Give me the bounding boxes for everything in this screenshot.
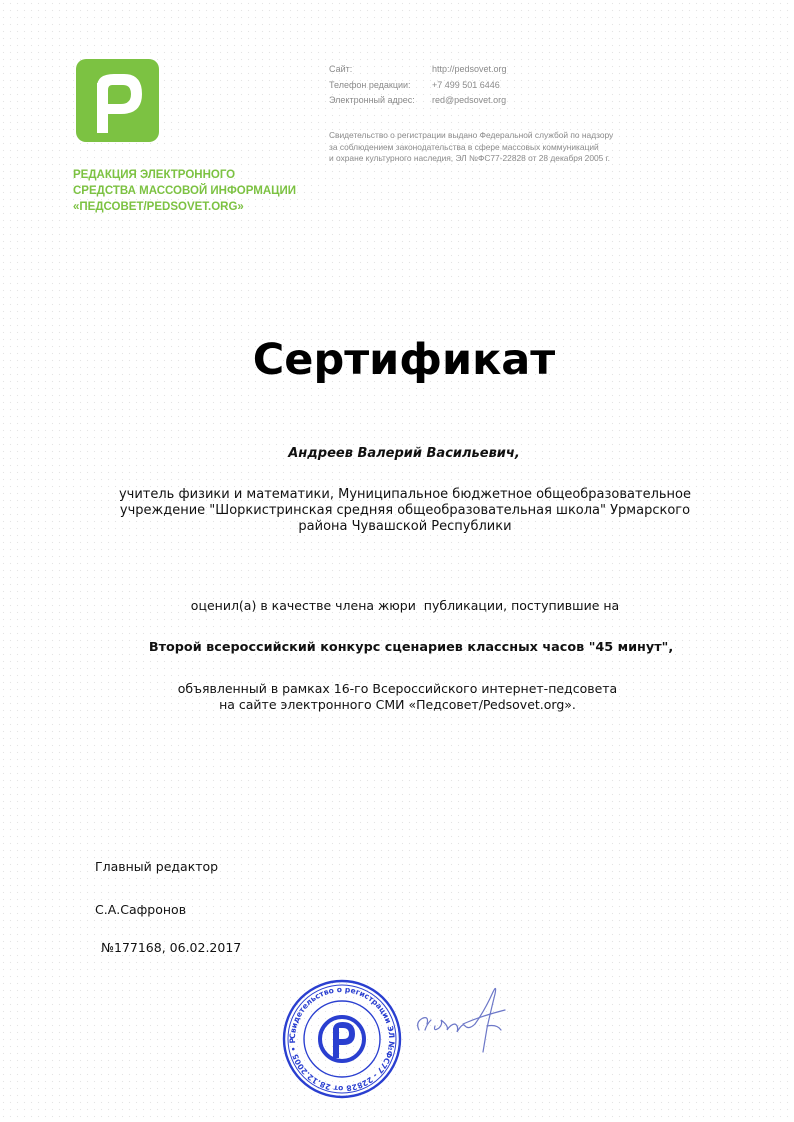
registration-note — [329, 130, 659, 165]
certificate-number: №177168, 06.02.2017 — [101, 940, 242, 955]
editor-name: С.А.Сафронов — [95, 902, 187, 917]
contact-row-site — [329, 62, 507, 78]
editor-label: Главный редактор — [95, 859, 219, 874]
recipient-name: Андреев Валерий Васильевич, — [288, 446, 520, 461]
brand-line: СРЕДСТВА МАССОВОЙ ИНФОРМАЦИИ — [73, 185, 297, 197]
certificate-title: Сертификат — [252, 335, 556, 385]
registration-line: и охране культурного наследия, ЭЛ №ФС77-22828 от 28 декабря 2005 г. — [329, 153, 610, 163]
registration-line: за соблюдением законодательства в сфере массовых коммуникаций — [329, 141, 599, 152]
position-line: учреждение "Шоркистринская средняя общеобразовательная школа" Урмарского — [119, 503, 691, 518]
position-line: учитель физики и математики, Муниципальное бюджетное общеобразовательное — [118, 487, 692, 502]
brand-line: «ПЕДСОВЕТ/PEDSOVET.ORG» — [73, 201, 244, 213]
seal-text: Свидетельство о регистрации ЭЛ №ФС77 - 22828 от 28.12.2005 • Р — [287, 984, 397, 1094]
announcement-text — [0, 681, 794, 713]
pedsovet-p-logo-icon — [76, 59, 159, 142]
contest-name: Второй всероссийский конкурс сценариев классных часов "45 минут", — [148, 640, 674, 655]
announcement-line: объявленный в рамках 16-го Всероссийского интернет-педсовета — [177, 681, 618, 696]
contact-label: Телефон редакции: — [329, 79, 411, 90]
email-link[interactable]: red@pedsovet.org — [432, 95, 507, 105]
brand-name — [73, 167, 313, 215]
handwritten-signature-icon — [405, 980, 525, 1064]
round-stamp-icon — [281, 978, 403, 1104]
registration-line: Свидетельство о регистрации выдано Федеральной службой по надзору — [329, 130, 614, 140]
brand-line: РЕДАКЦИЯ ЭЛЕКТРОННОГО — [73, 169, 236, 181]
phone-value: +7 499 501 6446 — [432, 79, 500, 90]
contact-row-phone — [329, 78, 507, 94]
recipient-position — [70, 487, 740, 535]
site-link[interactable]: http://pedsovet.org — [432, 64, 507, 74]
contact-label: Электронный адрес: — [329, 95, 415, 105]
contact-row-email — [329, 93, 507, 109]
contact-label: Сайт: — [329, 64, 353, 74]
contact-info — [329, 62, 507, 109]
position-line: района Чувашской Республики — [298, 519, 512, 534]
evaluation-text: оценил(а) в качестве члена жюри публикации, поступившие на — [190, 598, 620, 613]
announcement-line: на сайте электронного СМИ «Педсовет/Pedsovet.org». — [219, 697, 576, 712]
